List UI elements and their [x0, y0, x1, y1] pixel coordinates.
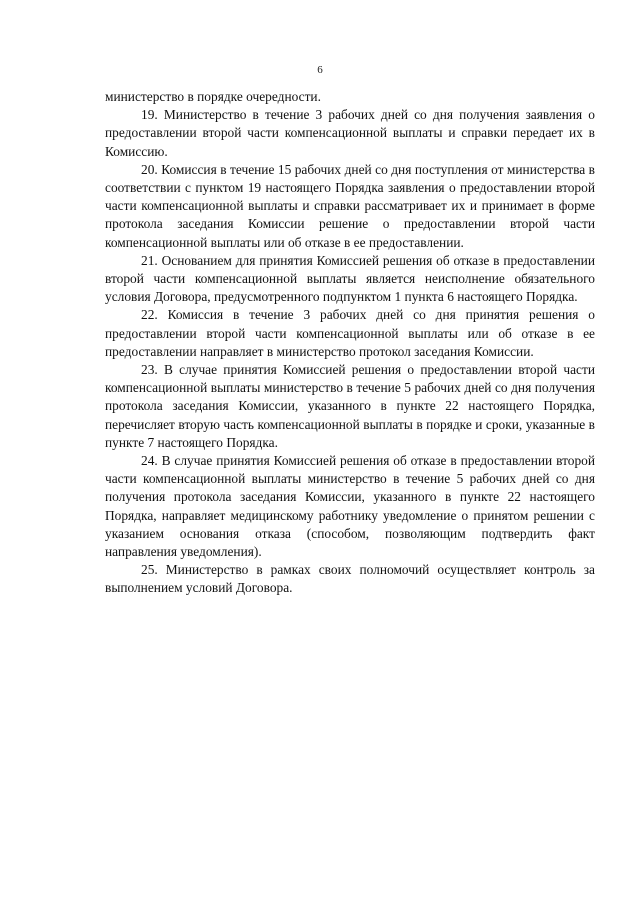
paragraph-19: 19. Министерство в течение 3 рабочих дней со дня получения заявления о предоставлении второй части компенсационной выплаты и справки передает их в Комиссию.: [105, 107, 595, 159]
paragraph-23: 23. В случае принятия Комиссией решения о предоставлении второй части компенсационной выплаты министерство в течение 5 рабочих дней со дня получения протокола заседания Комиссии, указанного в пункте 22 настоящего Порядка, перечисляет вторую часть компенсационной выплаты в порядке и сроки, указанные в пункте 7 настоящего Порядка.: [105, 362, 595, 450]
document-body: [105, 88, 595, 598]
paragraph-continuation: министерство в порядке очередности.: [105, 89, 321, 104]
paragraph-20: 20. Комиссия в течение 15 рабочих дней со дня поступления от министерства в соответствии с пунктом 19 настоящего Порядка заявления о предоставлении второй части компенсационной выплаты и справки рассматривает их и принимает в форме протокола заседания Комиссии решение о предоставлении второй части компенсационной выплаты или об отказе в ее предоставлении.: [105, 161, 595, 250]
paragraph-24: 24. В случае принятия Комиссией решения об отказе в предоставлении второй части компенсационной выплаты министерство в течение 5 рабочих дней со дня получения протокола заседания Комиссии, указанного в пункте 22 настоящего Порядка, направляет медицинскому работнику уведомление о принятом решении с указанием основания отказа (способом, позволяющим подтвердить факт направления уведомления).: [105, 453, 595, 560]
paragraph-21: 21. Основанием для принятия Комиссией решения об отказе в предоставлении второй части компенсационной выплаты является неисполнение обязательного условия Договора, предусмотренного подпунктом 1 пункта 6 настоящего Порядка.: [105, 252, 595, 305]
page-number: 6: [317, 64, 323, 76]
paragraph-22: 22. Комиссия в течение 3 рабочих дней со дня принятия решения о предоставлении второй части компенсационной выплаты или об отказе в ее предоставлении направляет в министерство протокол заседания Комиссии.: [105, 307, 595, 359]
paragraph-25: 25. Министерство в рамках своих полномочий осуществляет контроль за выполнением условий Договора.: [105, 562, 595, 596]
